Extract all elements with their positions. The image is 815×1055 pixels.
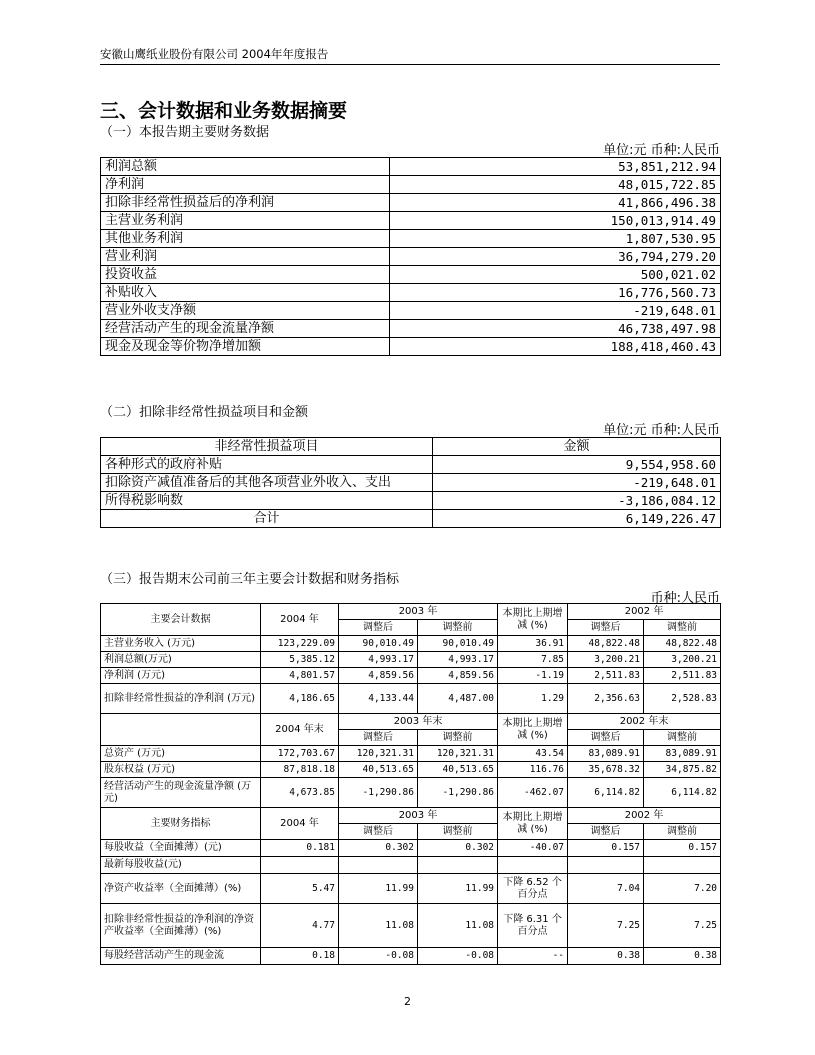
row-label: 总资产 (万元) (101, 746, 261, 762)
non-recurring-table (100, 437, 721, 528)
table-row (101, 248, 721, 266)
row-value: -0.08 (418, 948, 498, 965)
total-label: 合计 (101, 510, 433, 528)
row-value: 2,528.83 (644, 684, 721, 714)
empty-cell (644, 857, 721, 874)
empty-header (101, 714, 261, 746)
section-title: 三、会计数据和业务数据摘要 (100, 100, 348, 122)
year-2002-header: 2002 年 (568, 808, 721, 824)
row-label: 扣除非经常性损益的净利润 (万元) (101, 684, 261, 714)
row-value: 2,511.83 (644, 668, 721, 684)
empty-cell (498, 857, 568, 874)
row-value: 0.38 (644, 948, 721, 965)
row-value: 90,010.49 (339, 636, 418, 652)
table-row (101, 904, 721, 948)
row-value: 83,089.91 (568, 746, 644, 762)
table-header-row (101, 714, 721, 730)
year-2004-header: 2004 年 (261, 808, 339, 840)
row-value: 48,822.48 (644, 636, 721, 652)
adj-before-header: 调整前 (644, 730, 721, 746)
year-2004-header: 2004 年末 (261, 714, 339, 746)
change-header: 本期比上期增减 (%) (498, 714, 568, 746)
row-value: 4,859.56 (339, 668, 418, 684)
table-row (101, 176, 721, 194)
adj-before-header: 调整前 (644, 824, 721, 840)
table-row (101, 857, 721, 874)
table-row (101, 636, 721, 652)
row-label: 最新每股收益(元) (101, 857, 261, 874)
col-item-header: 非经常性损益项目 (101, 438, 433, 456)
row-value: 9,554,958.60 (433, 456, 721, 474)
row-value: 4,487.00 (418, 684, 498, 714)
row-label: 补贴收入 (101, 284, 390, 302)
row-label: 扣除资产减值准备后的其他各项营业外收入、支出 (101, 474, 433, 492)
part1-title: （一）本报告期主要财务数据 (100, 125, 270, 140)
row-value: 87,818.18 (261, 762, 339, 778)
row-label: 股东权益 (万元) (101, 762, 261, 778)
table-row (101, 762, 721, 778)
row-value: 35,678.32 (568, 762, 644, 778)
row-value: 120,321.31 (339, 746, 418, 762)
adj-before-header: 调整前 (418, 620, 498, 636)
table-row (101, 948, 721, 965)
table-row (101, 302, 721, 320)
table-row (101, 320, 721, 338)
row-value: 6,114.82 (644, 778, 721, 808)
section-header: 主要财务指标 (101, 808, 261, 840)
row-value: -1,290.86 (418, 778, 498, 808)
adj-after-header: 调整后 (339, 824, 418, 840)
adj-after-header: 调整后 (568, 620, 644, 636)
page-header: 安徽山鹰纸业股份有限公司 2004年年度报告 (100, 47, 329, 61)
row-value: 4,133.44 (339, 684, 418, 714)
adj-after-header: 调整后 (339, 730, 418, 746)
table-row (101, 284, 721, 302)
row-value: 123,229.09 (261, 636, 339, 652)
row-value: 40,513.65 (339, 762, 418, 778)
year-2003-header: 2003 年 (339, 604, 498, 620)
row-value: -219,648.01 (433, 474, 721, 492)
change-header: 本期比上期增减 (%) (498, 808, 568, 840)
row-value: 4,859.56 (418, 668, 498, 684)
table-row (101, 840, 721, 857)
table-row (101, 266, 721, 284)
row-value: -3,186,084.12 (433, 492, 721, 510)
row-label: 经营活动产生的现金流量净额 (101, 320, 390, 338)
year-2004-header: 2004 年 (261, 604, 339, 636)
main-data-header: 主要会计数据 (101, 604, 261, 636)
row-value: 16,776,560.73 (390, 284, 721, 302)
row-value: 11.08 (418, 904, 498, 948)
row-value: 0.157 (568, 840, 644, 857)
row-label: 营业外收支净额 (101, 302, 390, 320)
row-value: 4,673.85 (261, 778, 339, 808)
row-value: 40,513.65 (418, 762, 498, 778)
row-label: 利润总额(万元) (101, 652, 261, 668)
row-label: 营业利润 (101, 248, 390, 266)
row-label: 净利润 (101, 176, 390, 194)
row-value: 下降 6.52 个百分点 (498, 874, 568, 904)
part2-title: （二）扣除非经常性损益项目和金额 (100, 405, 309, 420)
row-value: 43.54 (498, 746, 568, 762)
part3-title: （三）报告期末公司前三年主要会计数据和财务指标 (100, 572, 400, 587)
row-label: 所得税影响数 (101, 492, 433, 510)
row-value: 4,186.65 (261, 684, 339, 714)
row-value: 46,738,497.98 (390, 320, 721, 338)
adj-before-header: 调整前 (418, 824, 498, 840)
row-value: 11.99 (418, 874, 498, 904)
table-row (101, 652, 721, 668)
table-row (101, 492, 721, 510)
table-row (101, 874, 721, 904)
row-value: 5.47 (261, 874, 339, 904)
year-2002-header: 2002 年末 (568, 714, 721, 730)
row-value: 下降 6.31 个百分点 (498, 904, 568, 948)
total-row (101, 510, 721, 528)
row-value: 4,993.17 (339, 652, 418, 668)
table-row (101, 778, 721, 808)
row-label: 扣除非经常性损益后的净利润 (101, 194, 390, 212)
row-value: 7.85 (498, 652, 568, 668)
row-value: -- (498, 948, 568, 965)
empty-cell (418, 857, 498, 874)
table-row (101, 212, 721, 230)
adj-before-header: 调整前 (644, 620, 721, 636)
row-value: 48,015,722.85 (390, 176, 721, 194)
row-value: 0.181 (261, 840, 339, 857)
row-value: 1.29 (498, 684, 568, 714)
row-value: 0.157 (644, 840, 721, 857)
table-row (101, 668, 721, 684)
row-value: -1.19 (498, 668, 568, 684)
row-label: 主营业务利润 (101, 212, 390, 230)
row-value: 36.91 (498, 636, 568, 652)
part1-unit: 单位:元 币种:人民币 (603, 143, 720, 158)
part3-unit: 币种:人民币 (650, 591, 720, 606)
adj-after-header: 调整后 (568, 824, 644, 840)
year-2003-header: 2003 年 (339, 808, 498, 824)
total-value: 6,149,226.47 (433, 510, 721, 528)
row-label: 净利润 (万元) (101, 668, 261, 684)
table-header-row (101, 808, 721, 824)
row-value: 150,013,914.49 (390, 212, 721, 230)
empty-cell (339, 857, 418, 874)
table-row (101, 456, 721, 474)
table-row (101, 746, 721, 762)
row-label: 主营业务收入 (万元) (101, 636, 261, 652)
change-header: 本期比上期增减 (%) (498, 604, 568, 636)
row-value: 11.99 (339, 874, 418, 904)
row-label: 每股收益（全面摊薄）(元) (101, 840, 261, 857)
row-value: -219,648.01 (390, 302, 721, 320)
year-2003-header: 2003 年末 (339, 714, 498, 730)
row-label: 每股经营活动产生的现金流 (101, 948, 261, 965)
main-financial-table (100, 157, 721, 356)
row-value: 6,114.82 (568, 778, 644, 808)
row-label: 净资产收益率（全面摊薄）(%) (101, 874, 261, 904)
table-row (101, 684, 721, 714)
row-value: 41,866,496.38 (390, 194, 721, 212)
row-label: 扣除非经常性损益的净利润的净资产收益率（全面摊薄）(%) (101, 904, 261, 948)
row-label: 投资收益 (101, 266, 390, 284)
row-value: 48,822.48 (568, 636, 644, 652)
row-value: -1,290.86 (339, 778, 418, 808)
row-value: 1,807,530.95 (390, 230, 721, 248)
row-value: 34,875.82 (644, 762, 721, 778)
row-value: 5,385.12 (261, 652, 339, 668)
row-value: 3,200.21 (644, 652, 721, 668)
row-label: 各种形式的政府补贴 (101, 456, 433, 474)
row-label: 其他业务利润 (101, 230, 390, 248)
row-value: 116.76 (498, 762, 568, 778)
row-value: 0.302 (418, 840, 498, 857)
table-header-row (101, 438, 721, 456)
table-header-row (101, 604, 721, 620)
row-value: 7.25 (568, 904, 644, 948)
row-value: 7.20 (644, 874, 721, 904)
row-value: 7.25 (644, 904, 721, 948)
row-value: 2,356.63 (568, 684, 644, 714)
row-value: 120,321.31 (418, 746, 498, 762)
adj-after-header: 调整后 (568, 730, 644, 746)
adj-after-header: 调整后 (339, 620, 418, 636)
three-year-table (100, 603, 721, 965)
row-label: 现金及现金等价物净增加额 (101, 338, 390, 356)
row-value: -40.07 (498, 840, 568, 857)
page-number: 2 (404, 995, 411, 1008)
table-row (101, 158, 721, 176)
row-value: 3,200.21 (568, 652, 644, 668)
row-value: 2,511.83 (568, 668, 644, 684)
header-rule (100, 64, 720, 65)
empty-cell (261, 857, 339, 874)
row-value: 11.08 (339, 904, 418, 948)
table-row (101, 474, 721, 492)
adj-before-header: 调整前 (418, 730, 498, 746)
row-value: 7.04 (568, 874, 644, 904)
table-row (101, 338, 721, 356)
row-value: 172,703.67 (261, 746, 339, 762)
row-value: -0.08 (339, 948, 418, 965)
row-value: 188,418,460.43 (390, 338, 721, 356)
row-value: 83,089.91 (644, 746, 721, 762)
row-value: 36,794,279.20 (390, 248, 721, 266)
row-value: 4,801.57 (261, 668, 339, 684)
row-value: 0.302 (339, 840, 418, 857)
row-value: 0.18 (261, 948, 339, 965)
table-row (101, 194, 721, 212)
row-value: 500,021.02 (390, 266, 721, 284)
table-row (101, 230, 721, 248)
part2-unit: 单位:元 币种:人民币 (603, 423, 720, 438)
row-label: 经营活动产生的现金流量净额 (万元) (101, 778, 261, 808)
row-label: 利润总额 (101, 158, 390, 176)
col-amount-header: 金额 (433, 438, 721, 456)
year-2002-header: 2002 年 (568, 604, 721, 620)
row-value: 4,993.17 (418, 652, 498, 668)
row-value: 53,851,212.94 (390, 158, 721, 176)
row-value: 4.77 (261, 904, 339, 948)
row-value: -462.07 (498, 778, 568, 808)
empty-cell (568, 857, 644, 874)
row-value: 90,010.49 (418, 636, 498, 652)
row-value: 0.38 (568, 948, 644, 965)
